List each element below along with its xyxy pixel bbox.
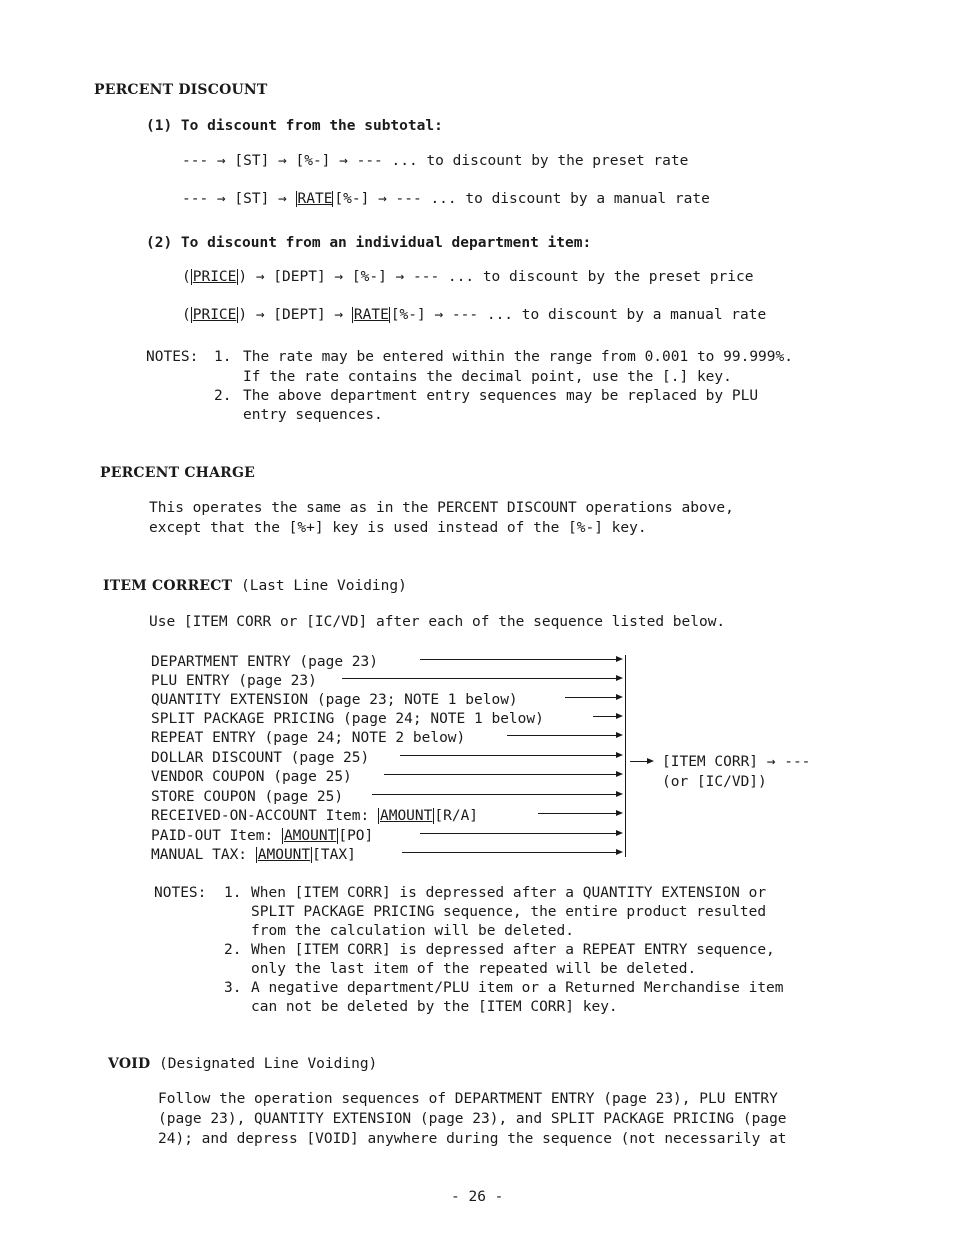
sequence-quantity-extension: QUANTITY EXTENSION (page 23; NOTE 1 below) — [151, 692, 518, 708]
arrow-head-icon — [616, 752, 623, 758]
sequence-dollar-discount: DOLLAR DISCOUNT (page 25) — [151, 750, 370, 766]
arrow-head-icon — [616, 849, 623, 855]
sequence-collector-bar — [625, 655, 626, 857]
rate-key-label: RATE — [297, 191, 333, 207]
sequence-arrow-line — [593, 716, 617, 717]
percent-charge-text-line-2: except that the [%+] key is used instead of the [%-] key. — [149, 520, 647, 536]
arrow-head-icon — [616, 732, 623, 738]
sequence-manual-tax — [151, 846, 356, 865]
amount-key-label: AMOUNT — [379, 808, 433, 824]
item-corr-result: [ITEM CORR] → --- — [662, 754, 811, 770]
manual-rate-description: to discount by a manual rate — [465, 191, 710, 207]
sequence-arrow-line — [384, 774, 617, 775]
item-correct-notes-label: NOTES: — [154, 885, 207, 901]
sequence-received-on-account — [151, 807, 478, 826]
arrow-head-icon — [616, 694, 623, 700]
preset-rate-description: to discount by the preset rate — [426, 153, 689, 169]
discount-note-1-text-cont: If the rate contains the decimal point, use the [.] key. — [243, 369, 732, 385]
sequence-repeat-entry: REPEAT ENTRY (page 24; NOTE 2 below) — [151, 730, 466, 746]
item-correct-note-2-number: 2. — [224, 942, 242, 958]
percent-charge-heading: PERCENT CHARGE — [100, 465, 256, 481]
sequence-arrow-line — [565, 697, 617, 698]
manual-price-description: to discount by a manual rate — [521, 307, 767, 323]
sequence-arrow-line — [342, 678, 617, 679]
item-correct-note-1-number: 1. — [224, 885, 242, 901]
void-heading-line — [108, 1055, 377, 1073]
tax-label: MANUAL TAX: — [151, 847, 256, 863]
sequence-arrow-line — [402, 852, 617, 853]
item-correct-heading-paren: (Last Line Voiding) — [240, 578, 407, 594]
ic-vd-result: (or [IC/VD]) — [662, 774, 767, 790]
sequence-vendor-coupon: VENDOR COUPON (page 25) — [151, 769, 352, 785]
discount-subtotal-subheading: (1) To discount from the subtotal: — [146, 118, 443, 134]
discount-notes-label: NOTES: — [146, 349, 199, 365]
arrow-head-icon — [647, 758, 654, 764]
item-correct-note-1-line-3: from the calculation will be deleted. — [251, 923, 575, 939]
discount-note-2-number: 2. — [214, 388, 232, 404]
price-key-label: PRICE — [192, 269, 237, 285]
po-key: [PO] — [338, 828, 374, 844]
void-heading: VOID — [108, 1056, 151, 1072]
preset-rate-sequence — [182, 152, 688, 170]
preset-price-keys: ) → [DEPT] → [%-] → --- ... — [238, 269, 475, 285]
po-label: PAID-OUT Item: — [151, 828, 282, 844]
item-correct-note-3-number: 3. — [224, 980, 242, 996]
sequence-arrow-line — [400, 755, 617, 756]
preset-price-description: to discount by the preset price — [482, 269, 754, 285]
discount-note-2-text: The above department entry sequences may be replaced by PLU — [243, 388, 759, 404]
manual-rate-keys-post: [%-] → --- ... — [334, 191, 457, 207]
discount-note-1-number: 1. — [214, 349, 232, 365]
rate-key-label: RATE — [353, 307, 389, 323]
percent-discount-heading: PERCENT DISCOUNT — [94, 82, 268, 98]
manual-rate-keys-pre: --- → [ST] → — [182, 191, 296, 207]
arrow-head-icon — [616, 771, 623, 777]
arrow-head-icon — [616, 675, 623, 681]
discount-note-2-text-cont: entry sequences. — [243, 407, 383, 423]
item-correct-note-2-line-1: When [ITEM CORR] is depressed after a REPEAT ENTRY sequence, — [251, 942, 775, 958]
preset-rate-keys: --- → [ST] → [%-] → --- ... — [182, 153, 418, 169]
tax-key: [TAX] — [312, 847, 356, 863]
sequence-arrow-line — [538, 813, 617, 814]
item-correct-note-2-line-2: only the last item of the repeated will be deleted. — [251, 961, 697, 977]
page-number: - 26 - — [451, 1189, 504, 1205]
sequence-paid-out — [151, 827, 373, 846]
arrow-head-icon — [616, 713, 623, 719]
item-correct-heading-line — [103, 577, 407, 595]
discount-note-1-text: The rate may be entered within the range from 0.001 to 99.999%. — [243, 349, 793, 365]
item-correct-heading: ITEM CORRECT — [103, 578, 233, 594]
item-correct-note-1-line-1: When [ITEM CORR] is depressed after a QUANTITY EXTENSION or — [251, 885, 767, 901]
arrow-head-icon — [616, 830, 623, 836]
amount-key-label: AMOUNT — [257, 847, 311, 863]
manual-rate-sequence — [182, 190, 710, 208]
void-text-line-1: Follow the operation sequences of DEPARTMENT ENTRY (page 23), PLU ENTRY — [158, 1091, 778, 1107]
price-key-label: PRICE — [192, 307, 237, 323]
void-text-line-3: 24); and depress [VOID] anywhere during the sequence (not necessarily at — [158, 1131, 787, 1147]
arrow-head-icon — [616, 656, 623, 662]
paren-open: ( — [182, 307, 191, 323]
sequence-department-entry: DEPARTMENT ENTRY (page 23) — [151, 654, 378, 670]
result-arrow-line — [630, 761, 648, 762]
item-correct-note-3-line-1: A negative department/PLU item or a Returned Merchandise item — [251, 980, 784, 996]
manual-price-rate-sequence — [182, 306, 766, 324]
amount-key-label: AMOUNT — [283, 828, 337, 844]
void-heading-paren: (Designated Line Voiding) — [159, 1056, 378, 1072]
preset-price-sequence — [182, 268, 753, 286]
item-correct-intro: Use [ITEM CORR or [IC/VD] after each of the sequence listed below. — [149, 614, 726, 630]
discount-department-subheading: (2) To discount from an individual department item: — [146, 235, 592, 251]
roa-key: [R/A] — [434, 808, 479, 824]
paren-open: ( — [182, 269, 191, 285]
sequence-arrow-line — [372, 794, 617, 795]
manual-price-keys-post: [%-] → --- ... — [390, 307, 514, 323]
percent-charge-text-line-1: This operates the same as in the PERCENT DISCOUNT operations above, — [149, 500, 734, 516]
item-correct-note-1-line-2: SPLIT PACKAGE PRICING sequence, the entire product resulted — [251, 904, 767, 920]
arrow-head-icon — [616, 791, 623, 797]
arrow-head-icon — [616, 810, 623, 816]
sequence-arrow-line — [420, 659, 617, 660]
sequence-store-coupon: STORE COUPON (page 25) — [151, 789, 344, 805]
void-text-line-2: (page 23), QUANTITY EXTENSION (page 23), and SPLIT PACKAGE PRICING (page — [158, 1111, 787, 1127]
sequence-arrow-line — [420, 833, 617, 834]
item-correct-note-3-line-2: can not be deleted by the [ITEM CORR] key. — [251, 999, 618, 1015]
sequence-split-package-pricing: SPLIT PACKAGE PRICING (page 24; NOTE 1 below) — [151, 711, 544, 727]
sequence-plu-entry: PLU ENTRY (page 23) — [151, 673, 317, 689]
roa-label: RECEIVED-ON-ACCOUNT Item: — [151, 808, 378, 824]
sequence-arrow-line — [507, 735, 617, 736]
manual-price-keys-pre: ) → [DEPT] → — [238, 307, 352, 323]
